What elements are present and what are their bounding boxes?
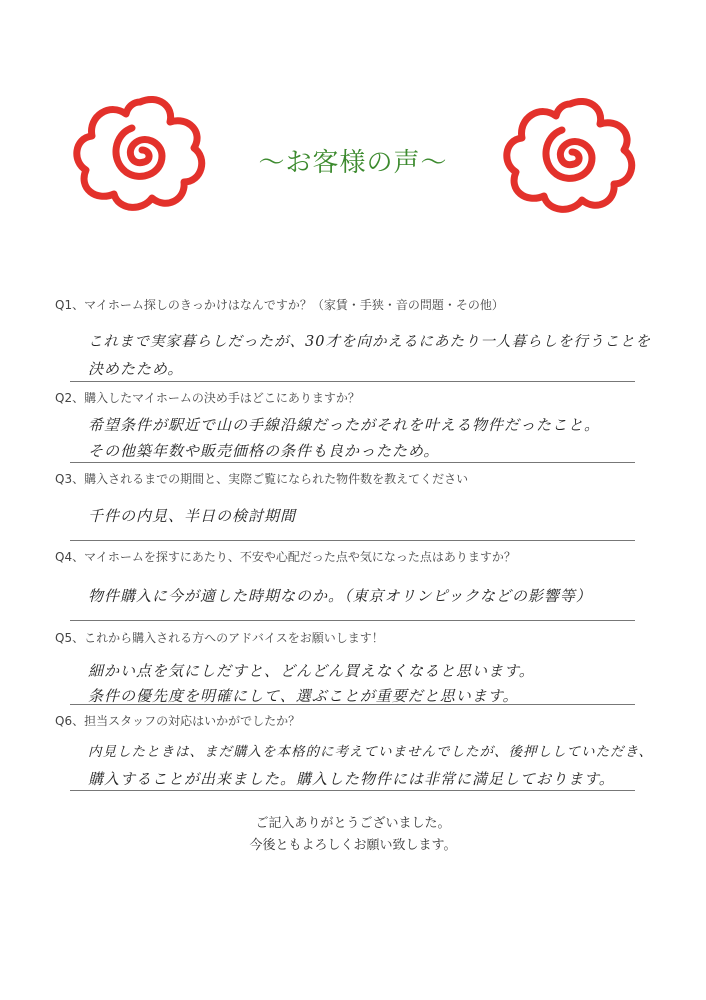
- answer-2-line-2: その他築年数や販売価格の条件も良かったため。: [88, 442, 440, 460]
- divider-2: [70, 462, 635, 463]
- answer-5-line-1: 細かい点を気にしだすと、どんどん買えなくなると思います。: [88, 662, 535, 680]
- answer-1-line-1: これまで実家暮らしだったが、30才を向かえるにあたり一人暮らしを行うことを: [88, 334, 651, 350]
- question-3: Q3、購入されるまでの期間と、実際ご覧になられた物件数を教えてください: [55, 472, 469, 486]
- answer-6-line-1: 内見したときは、まだ購入を本格的に考えていませんでしたが、後押ししていただき、: [88, 744, 653, 760]
- question-2: Q2、購入したマイホームの決め手はどこにありますか？: [55, 391, 360, 405]
- divider-5: [70, 704, 635, 705]
- answer-6-line-2: 購入することが出来ました。購入した物件には非常に満足しております。: [88, 770, 615, 788]
- question-5: Q5、これから購入される方へのアドバイスをお願いします！: [55, 631, 384, 645]
- answer-1-line-2: 決めたため。: [88, 360, 184, 378]
- page-title: ～お客様の声～: [258, 148, 448, 178]
- answer-5-line-2: 条件の優先度を明確にして、選ぶことが重要だと思います。: [88, 687, 519, 705]
- answer-2-line-1: 希望条件が駅近で山の手線沿線だったがそれを叶える物件だったこと。: [88, 416, 601, 434]
- divider-1: [70, 381, 635, 382]
- divider-4: [70, 620, 635, 621]
- closing-line-2: 今後ともよろしくお願い致します。: [249, 838, 457, 853]
- closing-line-1: ご記入ありがとうございました。: [255, 816, 451, 831]
- question-1: Q1、マイホーム探しのきっかけはなんですか？（家賃・手狭・音の問題・その他）: [55, 298, 504, 312]
- question-4: Q4、マイホームを探すにあたり、不安や心配だった点や気になった点はありますか？: [55, 550, 516, 564]
- divider-3: [70, 540, 635, 541]
- question-6: Q6、担当スタッフの対応はいかがでしたか？: [55, 714, 301, 728]
- answer-4-line-1: 物件購入に今が適した時期なのか。（東京オリンピックなどの影響等）: [88, 587, 592, 605]
- answer-3-line-1: 千件の内見、半日の検討期間: [88, 507, 297, 525]
- divider-6: [70, 790, 635, 791]
